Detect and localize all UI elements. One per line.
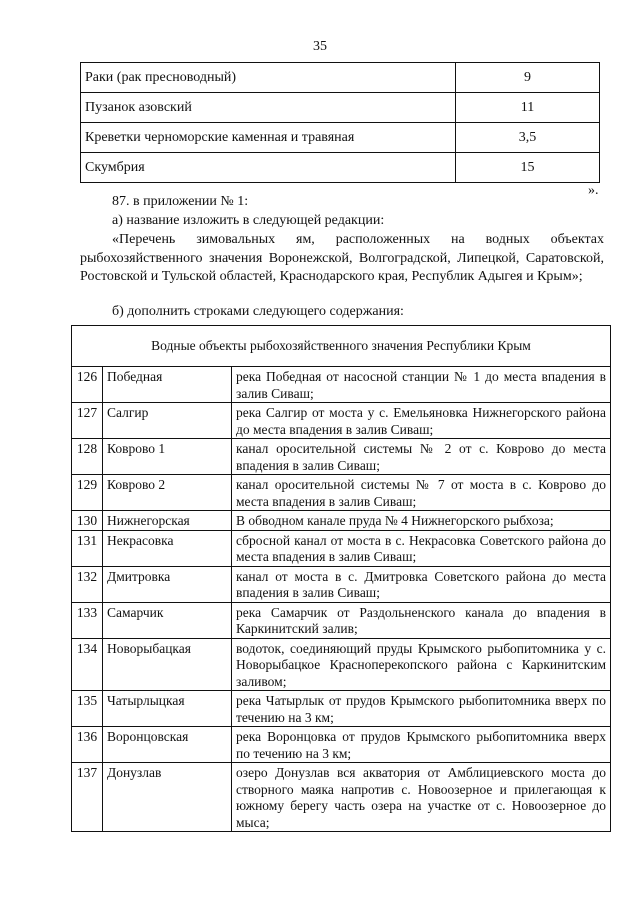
pit-name: Дмитровка [103,566,232,602]
pit-description: река Победная от насосной станции № 1 до места впадения в залив Сиваш; [232,367,611,403]
pit-name: Воронцовская [103,727,232,763]
pit-number: 127 [72,403,103,439]
pit-description: водоток, соединяющий пруды Крымского рыбопитомника у с. Новорыбацкое Красноперекопского района с Каркинитским заливом; [232,638,611,691]
pit-number: 137 [72,763,103,832]
species-name: Раки (рак пресноводный) [81,63,456,93]
pit-number: 130 [72,511,103,531]
table-row [72,439,611,475]
pit-description: река Салгир от моста у с. Емельяновка Нижнегорского района до места впадения в залив Сиваш; [232,403,611,439]
pit-description: река Чатырлык от прудов Крымского рыбопитомника вверх по течению на 3 км; [232,691,611,727]
table-row [72,691,611,727]
table-header: Водные объекты рыбохозяйственного значения Республики Крым [72,326,611,367]
species-table [80,62,600,183]
table-row [72,367,611,403]
page-number: 35 [313,39,327,54]
table-row [72,763,611,832]
pit-number: 135 [72,691,103,727]
pit-number: 136 [72,727,103,763]
species-name: Пузанок азовский [81,93,456,123]
species-name: Скумбрия [81,153,456,183]
species-value: 15 [456,153,600,183]
table-row [72,403,611,439]
table-row [81,63,600,93]
pit-name: Чатырлыцкая [103,691,232,727]
species-value: 9 [456,63,600,93]
pit-number: 126 [72,367,103,403]
pit-name: Некрасовка [103,530,232,566]
table-header-row [72,326,611,367]
closing-quote: ». [588,183,599,198]
species-value: 3,5 [456,123,600,153]
table-row [72,727,611,763]
pit-description: река Самарчик от Раздольненского канала до впадения в Каркинитский залив; [232,602,611,638]
table-row [72,638,611,691]
amendment-new-title: «Перечень зимовальных ям, расположенных на водных объектах рыбохозяйственного значения Воронежской, Волгоградской, Липецкой, Саратовской, Ростовской и Тульской областей, Краснодарского края, Республик Адыгея и Крым»; [80,232,604,284]
table-row [72,475,611,511]
pit-name: Самарчик [103,602,232,638]
table-row [72,530,611,566]
pit-description: сбросной канал от моста в с. Некрасовка Советского района до места впадения в залив Сиваш; [232,530,611,566]
species-name: Креветки черноморские каменная и травяная [81,123,456,153]
table-row [72,566,611,602]
table-row [81,123,600,153]
table-row [72,511,611,531]
pit-description: река Воронцовка от прудов Крымского рыбопитомника вверх по течению на 3 км; [232,727,611,763]
pit-name: Донузлав [103,763,232,832]
pit-name: Победная [103,367,232,403]
pit-description: озеро Донузлав вся акватория от Амблициевского моста до створного маяка напротив с. Новоозерное и прилегающая к южному берегу часть озера на участке от с. Новоозерное до мыса; [232,763,611,832]
pit-number: 133 [72,602,103,638]
amendment-item-a: а) название изложить в следующей редакции: [112,213,385,228]
table-row [81,93,600,123]
species-value: 11 [456,93,600,123]
amendment-item-b: б) дополнить строками следующего содержания: [112,304,404,319]
pit-number: 131 [72,530,103,566]
pit-description: канал оросительной системы № 2 от с. Коврово до места впадения в залив Сиваш; [232,439,611,475]
pit-name: Коврово 2 [103,475,232,511]
pit-number: 128 [72,439,103,475]
pit-description: канал оросительной системы № 7 от моста в с. Коврово до места впадения в залив Сиваш; [232,475,611,511]
pit-description: канал от моста в с. Дмитровка Советского района до места впадения в залив Сиваш; [232,566,611,602]
amendment-heading: 87. в приложении № 1: [112,194,249,209]
pit-name: Новорыбацкая [103,638,232,691]
pit-name: Салгир [103,403,232,439]
pit-number: 134 [72,638,103,691]
wintering-pits-table [71,325,611,832]
pit-number: 129 [72,475,103,511]
table-row [81,153,600,183]
pit-description: В обводном канале пруда № 4 Нижнегорского рыбхоза; [232,511,611,531]
pit-number: 132 [72,566,103,602]
pit-name: Нижнегорская [103,511,232,531]
pit-name: Коврово 1 [103,439,232,475]
table-row [72,602,611,638]
